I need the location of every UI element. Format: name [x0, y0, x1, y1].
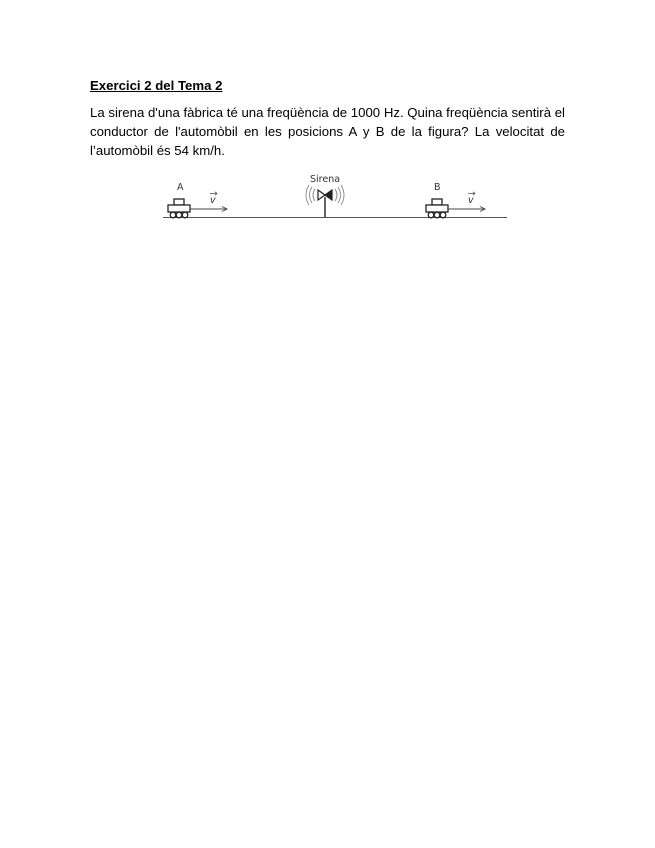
figure-svg — [155, 170, 515, 230]
siren-icon — [318, 190, 332, 217]
velocity-arrow-a — [190, 207, 227, 212]
exercise-heading: Exercici 2 del Tema 2 — [90, 78, 223, 93]
doppler-figure — [155, 170, 515, 230]
siren — [306, 174, 344, 217]
car-a — [168, 182, 227, 218]
svg-text:v: v — [210, 195, 216, 206]
car-b-label: B — [434, 182, 441, 193]
svg-text:v: v — [468, 195, 474, 206]
car-b-icon — [426, 199, 448, 218]
car-b — [426, 182, 485, 218]
velocity-arrow-b — [448, 207, 485, 212]
velocity-symbol-b — [468, 192, 475, 206]
car-a-icon — [168, 199, 190, 218]
car-a-label: A — [177, 182, 184, 193]
velocity-symbol-a — [210, 192, 217, 206]
exercise-statement: La sirena d'una fàbrica té una freqüència de 1000 Hz. Quina freqüència sentirà el conductor de l'automòbil en les posicions A y B de la figura? La velocitat de l’automòbil és 54 km/h. — [90, 105, 565, 158]
siren-label: Sirena — [310, 174, 341, 185]
